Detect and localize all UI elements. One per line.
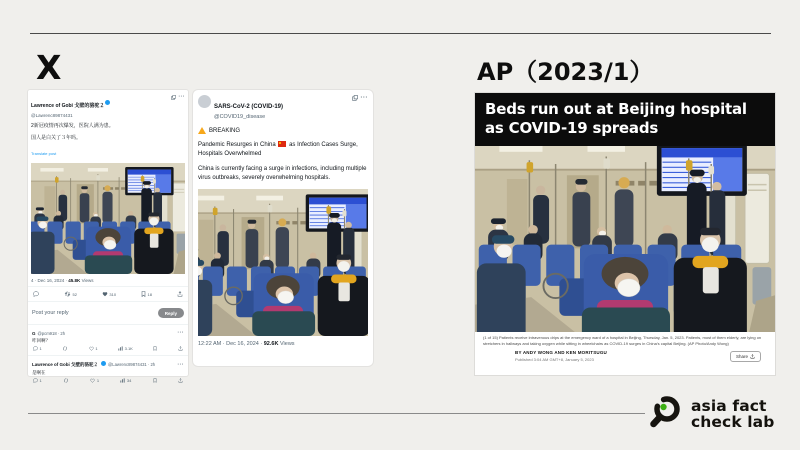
reply-button[interactable]: Reply xyxy=(158,308,184,318)
share-icon xyxy=(750,354,755,359)
reply-input[interactable]: Post your reply xyxy=(32,310,69,316)
tweet1-author[interactable] xyxy=(31,94,110,118)
ap-photo-caption: (1 of 15) Patients receive intravenous drips at the emergency ward of a hospital in Beijing, Thursday, Jan. 5, 2023. Patients, most of them elderly, are lying on stretchers in hallways and taking oxygen while sitting in wheelchairs as COVID-19 surges in China's capital Beijing. (AP Photo/Andy Wong) xyxy=(483,335,762,346)
expand-icon[interactable] xyxy=(171,95,176,100)
magnifier-logo-icon xyxy=(646,394,684,434)
breaking-line: BREAKING xyxy=(198,127,368,134)
china-flag-icon xyxy=(278,141,286,147)
bookmark-icon[interactable] xyxy=(153,378,157,383)
more-icon[interactable]: ··· xyxy=(178,94,185,100)
share-icon[interactable] xyxy=(178,378,183,383)
translate-post-link[interactable]: Translate post xyxy=(31,151,57,156)
top-divider xyxy=(30,33,771,34)
tweet1-handle: @Lawrenc89874431 xyxy=(31,113,73,118)
tweet2-timestamp: 12:22 AM · Dec 16, 2024 · 92.6K Views xyxy=(198,341,295,347)
logo-text-line-1: asia fact xyxy=(691,396,767,415)
tweet2-display-name: SARS-CoV-2 (COVID-19) xyxy=(214,104,284,110)
ap-byline: BY ANDY WONG AND KEN MORITSUGU xyxy=(515,350,608,355)
bookmark-icon[interactable] xyxy=(153,346,157,351)
tweet1-display-name: Lawrence of Gobi 戈壁的骆驼２ xyxy=(31,103,105,109)
reply-icon[interactable] xyxy=(33,291,39,297)
share-button[interactable]: Share xyxy=(730,351,761,362)
more-icon[interactable]: ··· xyxy=(177,361,184,368)
x-section-heading: X xyxy=(36,48,62,87)
tweet-card-2 xyxy=(193,90,373,366)
verified-badge-icon xyxy=(105,100,110,105)
tweet2-author[interactable] xyxy=(198,95,283,120)
reply-box xyxy=(31,305,185,321)
retweet-icon[interactable] xyxy=(62,346,68,351)
tweet1-action-bar xyxy=(31,290,185,298)
like-icon[interactable]: 1 xyxy=(90,378,99,383)
tweet1-hospital-photo[interactable] xyxy=(31,163,185,274)
logo-text-line-2: check lab xyxy=(691,413,775,431)
retweet-icon[interactable] xyxy=(63,378,69,383)
share-icon[interactable] xyxy=(177,291,183,297)
reply-icon[interactable]: 1 xyxy=(33,346,42,351)
ap-published: Published 3:04 AM GMT+8, January 5, 2023 xyxy=(515,357,594,362)
avatar xyxy=(198,95,211,108)
like-icon[interactable]: 310 xyxy=(102,291,116,297)
ap-byline-block xyxy=(515,350,607,362)
ap-section-heading: AP（2023/1） xyxy=(477,58,654,86)
bookmark-icon[interactable]: 18 xyxy=(141,291,152,297)
tweet-card-1 xyxy=(28,90,188,383)
like-icon[interactable]: 1 xyxy=(89,346,98,351)
ap-hospital-photo[interactable] xyxy=(475,146,775,332)
verified-badge-icon xyxy=(101,361,106,366)
footer-divider xyxy=(28,413,645,414)
expand-icon[interactable] xyxy=(352,95,358,101)
retweet-icon[interactable]: 52 xyxy=(64,291,77,297)
views-icon[interactable]: 3.1K xyxy=(124,346,133,351)
tweet1-timestamp: 4 · Dec 16, 2024 · 45.8K Views xyxy=(31,278,94,283)
share-icon[interactable] xyxy=(178,346,183,351)
reply-row-1[interactable]: G @pcm918 · 2h ··· 咋回啊？ 1 1 3.1K xyxy=(32,330,184,351)
green-dot xyxy=(660,404,666,410)
tweet1-text: 2新冠疫情再次爆发，医院人满为患。 国人是白关了３年吗。 xyxy=(31,123,114,141)
tweet2-hospital-photo[interactable] xyxy=(198,189,368,336)
ap-article-card xyxy=(475,93,775,375)
reply-icon[interactable]: 1 xyxy=(33,378,42,383)
warning-icon xyxy=(198,127,206,134)
tweet2-paragraph-2: China is currently facing a surge in infections, including multiple virus outbreaks, severely overwhelming hospitals. xyxy=(198,166,367,181)
ap-headline: Beds run out at Beijing hospital as COVID-19 spreads xyxy=(475,93,775,146)
tweet2-handle: @COVID19_disease xyxy=(214,114,266,120)
more-icon[interactable]: ··· xyxy=(360,95,368,101)
more-icon[interactable]: ··· xyxy=(177,330,184,336)
asia-fact-check-lab-logo xyxy=(646,394,774,434)
reply-row-2[interactable]: Lawrence of Gobi 戈壁的骆驼２ @Lawrenc89874431 · 2h ··· 是啊在 1 1 34 xyxy=(32,361,184,383)
views-icon[interactable]: 34 xyxy=(126,378,132,383)
tweet2-paragraph-1: Pandemic Resurges in China as Infection Cases Surge, Hospitals Overwhelmed xyxy=(198,142,358,157)
